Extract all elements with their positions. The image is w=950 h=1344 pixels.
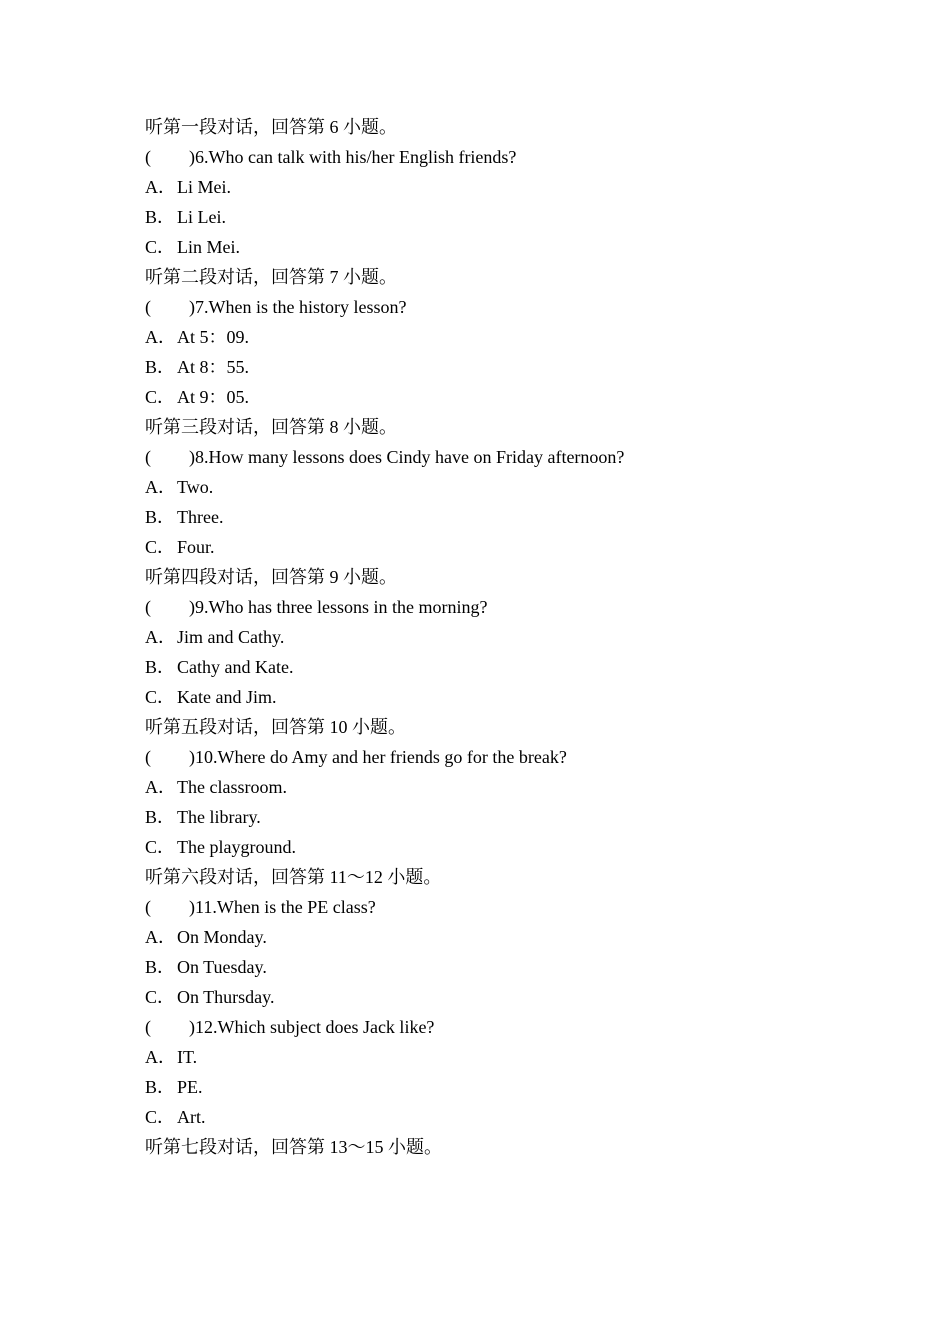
answer-blank: ( (145, 597, 151, 617)
option-text: Kate and Jim. (177, 687, 277, 707)
option (145, 502, 865, 532)
option-letter: A． (145, 1047, 176, 1067)
option-text: At 8：55. (177, 357, 249, 377)
option-letter: C． (145, 987, 176, 1007)
option-letter: C． (145, 537, 176, 557)
option-letter: B． (145, 657, 176, 677)
question (145, 292, 865, 322)
option-letter: C． (145, 1107, 176, 1127)
option-letter: A． (145, 927, 176, 947)
section-heading: 听第六段对话，回答第 11～12 小题。 (145, 867, 442, 887)
option (145, 652, 865, 682)
answer-blank: ( (145, 1017, 151, 1037)
option-text: Four. (177, 537, 215, 557)
option-letter: C． (145, 387, 176, 407)
option-text: On Tuesday. (177, 957, 267, 977)
option-text: IT. (177, 1047, 198, 1067)
option-letter: B． (145, 807, 176, 827)
option-text: Art. (177, 1107, 206, 1127)
option (145, 982, 865, 1012)
option-letter: C． (145, 687, 176, 707)
option (145, 352, 865, 382)
question-text: )12.Which subject does Jack like? (189, 1017, 435, 1037)
option (145, 172, 865, 202)
question (145, 442, 865, 472)
option-letter: A． (145, 327, 176, 347)
option (145, 832, 865, 862)
option-text: At 5：09. (177, 327, 249, 347)
option (145, 232, 865, 262)
option-letter: B． (145, 207, 176, 227)
option-text: On Monday. (177, 927, 267, 947)
option (145, 952, 865, 982)
option-text: Lin Mei. (177, 237, 240, 257)
option-text: Cathy and Kate. (177, 657, 294, 677)
option-letter: C． (145, 837, 176, 857)
question (145, 142, 865, 172)
answer-blank: ( (145, 297, 151, 317)
option (145, 682, 865, 712)
answer-blank: ( (145, 447, 151, 467)
question (145, 1012, 865, 1042)
option-letter: C． (145, 237, 176, 257)
option-text: Li Lei. (177, 207, 226, 227)
option-text: Jim and Cathy. (177, 627, 285, 647)
question-text: )10.Where do Amy and her friends go for the break? (189, 747, 567, 767)
question-text: )6.Who can talk with his/her English friends? (189, 147, 517, 167)
question-text: )7.When is the history lesson? (189, 297, 407, 317)
option-letter: A． (145, 777, 176, 797)
option-letter: B． (145, 507, 176, 527)
option (145, 202, 865, 232)
question (145, 742, 865, 772)
option (145, 1042, 865, 1072)
question-text: )9.Who has three lessons in the morning? (189, 597, 488, 617)
option-text: Two. (177, 477, 214, 497)
option (145, 1102, 865, 1132)
answer-blank: ( (145, 147, 151, 167)
option-text: The playground. (177, 837, 296, 857)
option (145, 472, 865, 502)
option-letter: A． (145, 477, 176, 497)
option (145, 622, 865, 652)
option (145, 532, 865, 562)
answer-blank: ( (145, 897, 151, 917)
question (145, 592, 865, 622)
option (145, 802, 865, 832)
option-letter: A． (145, 627, 176, 647)
option-letter: B． (145, 957, 176, 977)
option-text: The library. (177, 807, 261, 827)
section-heading: 听第二段对话，回答第 7 小题。 (145, 267, 397, 287)
option (145, 1072, 865, 1102)
question-text: )8.How many lessons does Cindy have on Friday afternoon? (189, 447, 625, 467)
option-text: On Thursday. (177, 987, 275, 1007)
option (145, 772, 865, 802)
section-heading: 听第一段对话，回答第 6 小题。 (145, 117, 397, 137)
option (145, 322, 865, 352)
option-letter: A． (145, 177, 176, 197)
question (145, 892, 865, 922)
section-heading: 听第七段对话，回答第 13～15 小题。 (145, 1137, 442, 1157)
option-text: Three. (177, 507, 224, 527)
option-text: The classroom. (177, 777, 287, 797)
answer-blank: ( (145, 747, 151, 767)
option-text: Li Mei. (177, 177, 231, 197)
section-heading: 听第五段对话，回答第 10 小题。 (145, 717, 406, 737)
option-text: At 9：05. (177, 387, 249, 407)
option-text: PE. (177, 1077, 203, 1097)
question-text: )11.When is the PE class? (189, 897, 376, 917)
section-heading: 听第四段对话，回答第 9 小题。 (145, 567, 397, 587)
section-heading: 听第三段对话，回答第 8 小题。 (145, 417, 397, 437)
option-letter: B． (145, 1077, 176, 1097)
document-page (145, 112, 865, 1162)
option (145, 382, 865, 412)
option (145, 922, 865, 952)
option-letter: B． (145, 357, 176, 377)
